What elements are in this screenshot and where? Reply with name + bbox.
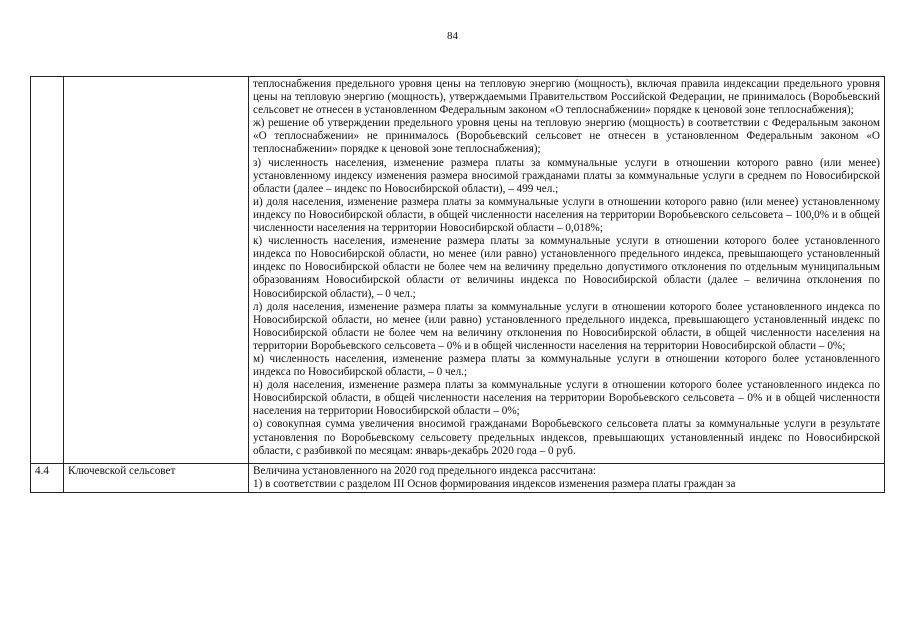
description-cell — [249, 463, 885, 492]
paragraph: к) численность населения, изменение размера платы за коммунальные услуги в отношении которого более установленного индекса по Новосибирской области, но менее (или равно) установленного предельного индекса, превышающего установленный индекс по Новосибирской области не более чем на величину предельно допустимого отклонения по отдельным муниципальным образованиям Новосибирской области от величины индекса по Новосибирской области (далее – величина отклонения по Новосибирской области), – 0 чел.; — [253, 235, 880, 300]
page-number: 84 — [447, 30, 458, 42]
paragraph: м) численность населения, изменение размера платы за коммунальные услуги в отношении которого более установленного индекса по Новосибирской области, – 0 чел.; — [253, 352, 880, 379]
municipality-name-cell — [64, 77, 249, 464]
paragraph: о) совокупная сумма увеличения вносимой гражданами Воробьевского сельсовета платы за коммунальные услуги в результате установления по Воробьевскому сельсовету предельных индексов, превышающих установленный индекс по Новосибирской области, с разбивкой по месяцам: январь-декабрь 2020 года – 0 руб. — [253, 418, 880, 457]
paragraph: 1) в соответствии с разделом III Основ формирования индексов изменения размера платы граждан за — [253, 477, 736, 490]
paragraph: теплоснабжения предельного уровня цены на тепловую энергию (мощность), включая правила индексации предельного уровня цены на тепловую энергию (мощность), утверждаемыми Правительством Российской Федерации, не принималось (Воробьевский сельсовет не отнесен в установленном Федеральным законом «О теплоснабжении» порядке к ценовой зоне теплоснабжения); — [253, 78, 880, 117]
paragraph: ж) решение об утверждении предельного уровня цены на тепловую энергию (мощность) в соответствии с Федеральным законом «О теплоснабжении» не принималось (Воробьевский сельсовет не отнесен в установленном Федеральным законом «О теплоснабжении» порядке к ценовой зоне теплоснабжения); — [253, 117, 880, 156]
paragraph: и) доля населения, изменение размера платы за коммунальные услуги в отношении которого равно (или менее) установленному индексу по Новосибирской области, в общей численности населения на территории Воробьевского сельсовета – 100,0% и в общей численности населения на территории Новосибирской области – 0,018%; — [253, 195, 880, 235]
paragraph: н) доля населения, изменение размера платы за коммунальные услуги в отношении которого более установленного индекса по Новосибирской области, в общей численности населения на территории Воробьевского сельсовета – 0% и в общей численности населения на территории Новосибирской области – 0%; — [253, 379, 880, 418]
table-row — [31, 77, 885, 464]
paragraph: Величина установленного на 2020 год предельного индекса рассчитана: — [253, 464, 597, 477]
description-cell — [249, 77, 885, 464]
table-row — [31, 463, 885, 492]
document-table — [30, 76, 885, 493]
paragraph: з) численность населения, изменение размера платы за коммунальные услуги в отношении которого равно (или менее) установленному индексу изменения размера вносимой гражданами платы за коммунальные услуги в среднем по Новосибирской области (далее – индекс по Новосибирской области), – 499 чел.; — [253, 156, 880, 195]
row-number-cell — [31, 77, 64, 464]
municipality-name-cell: Ключевской сельсовет — [64, 463, 249, 492]
row-number-cell: 4.4 — [31, 463, 64, 492]
paragraph: л) доля населения, изменение размера платы за коммунальные услуги в отношении которого более установленного индекса по Новосибирской области, но менее (или равно) установленного предельного индекса, превышающего установленный индекс по Новосибирской области не более чем на величину отклонения по Новосибирской области, в общей численности населения на территории Воробьевского сельсовета – 0% и в общей численности населения на территории Новосибирской области – 0%; — [253, 300, 880, 352]
